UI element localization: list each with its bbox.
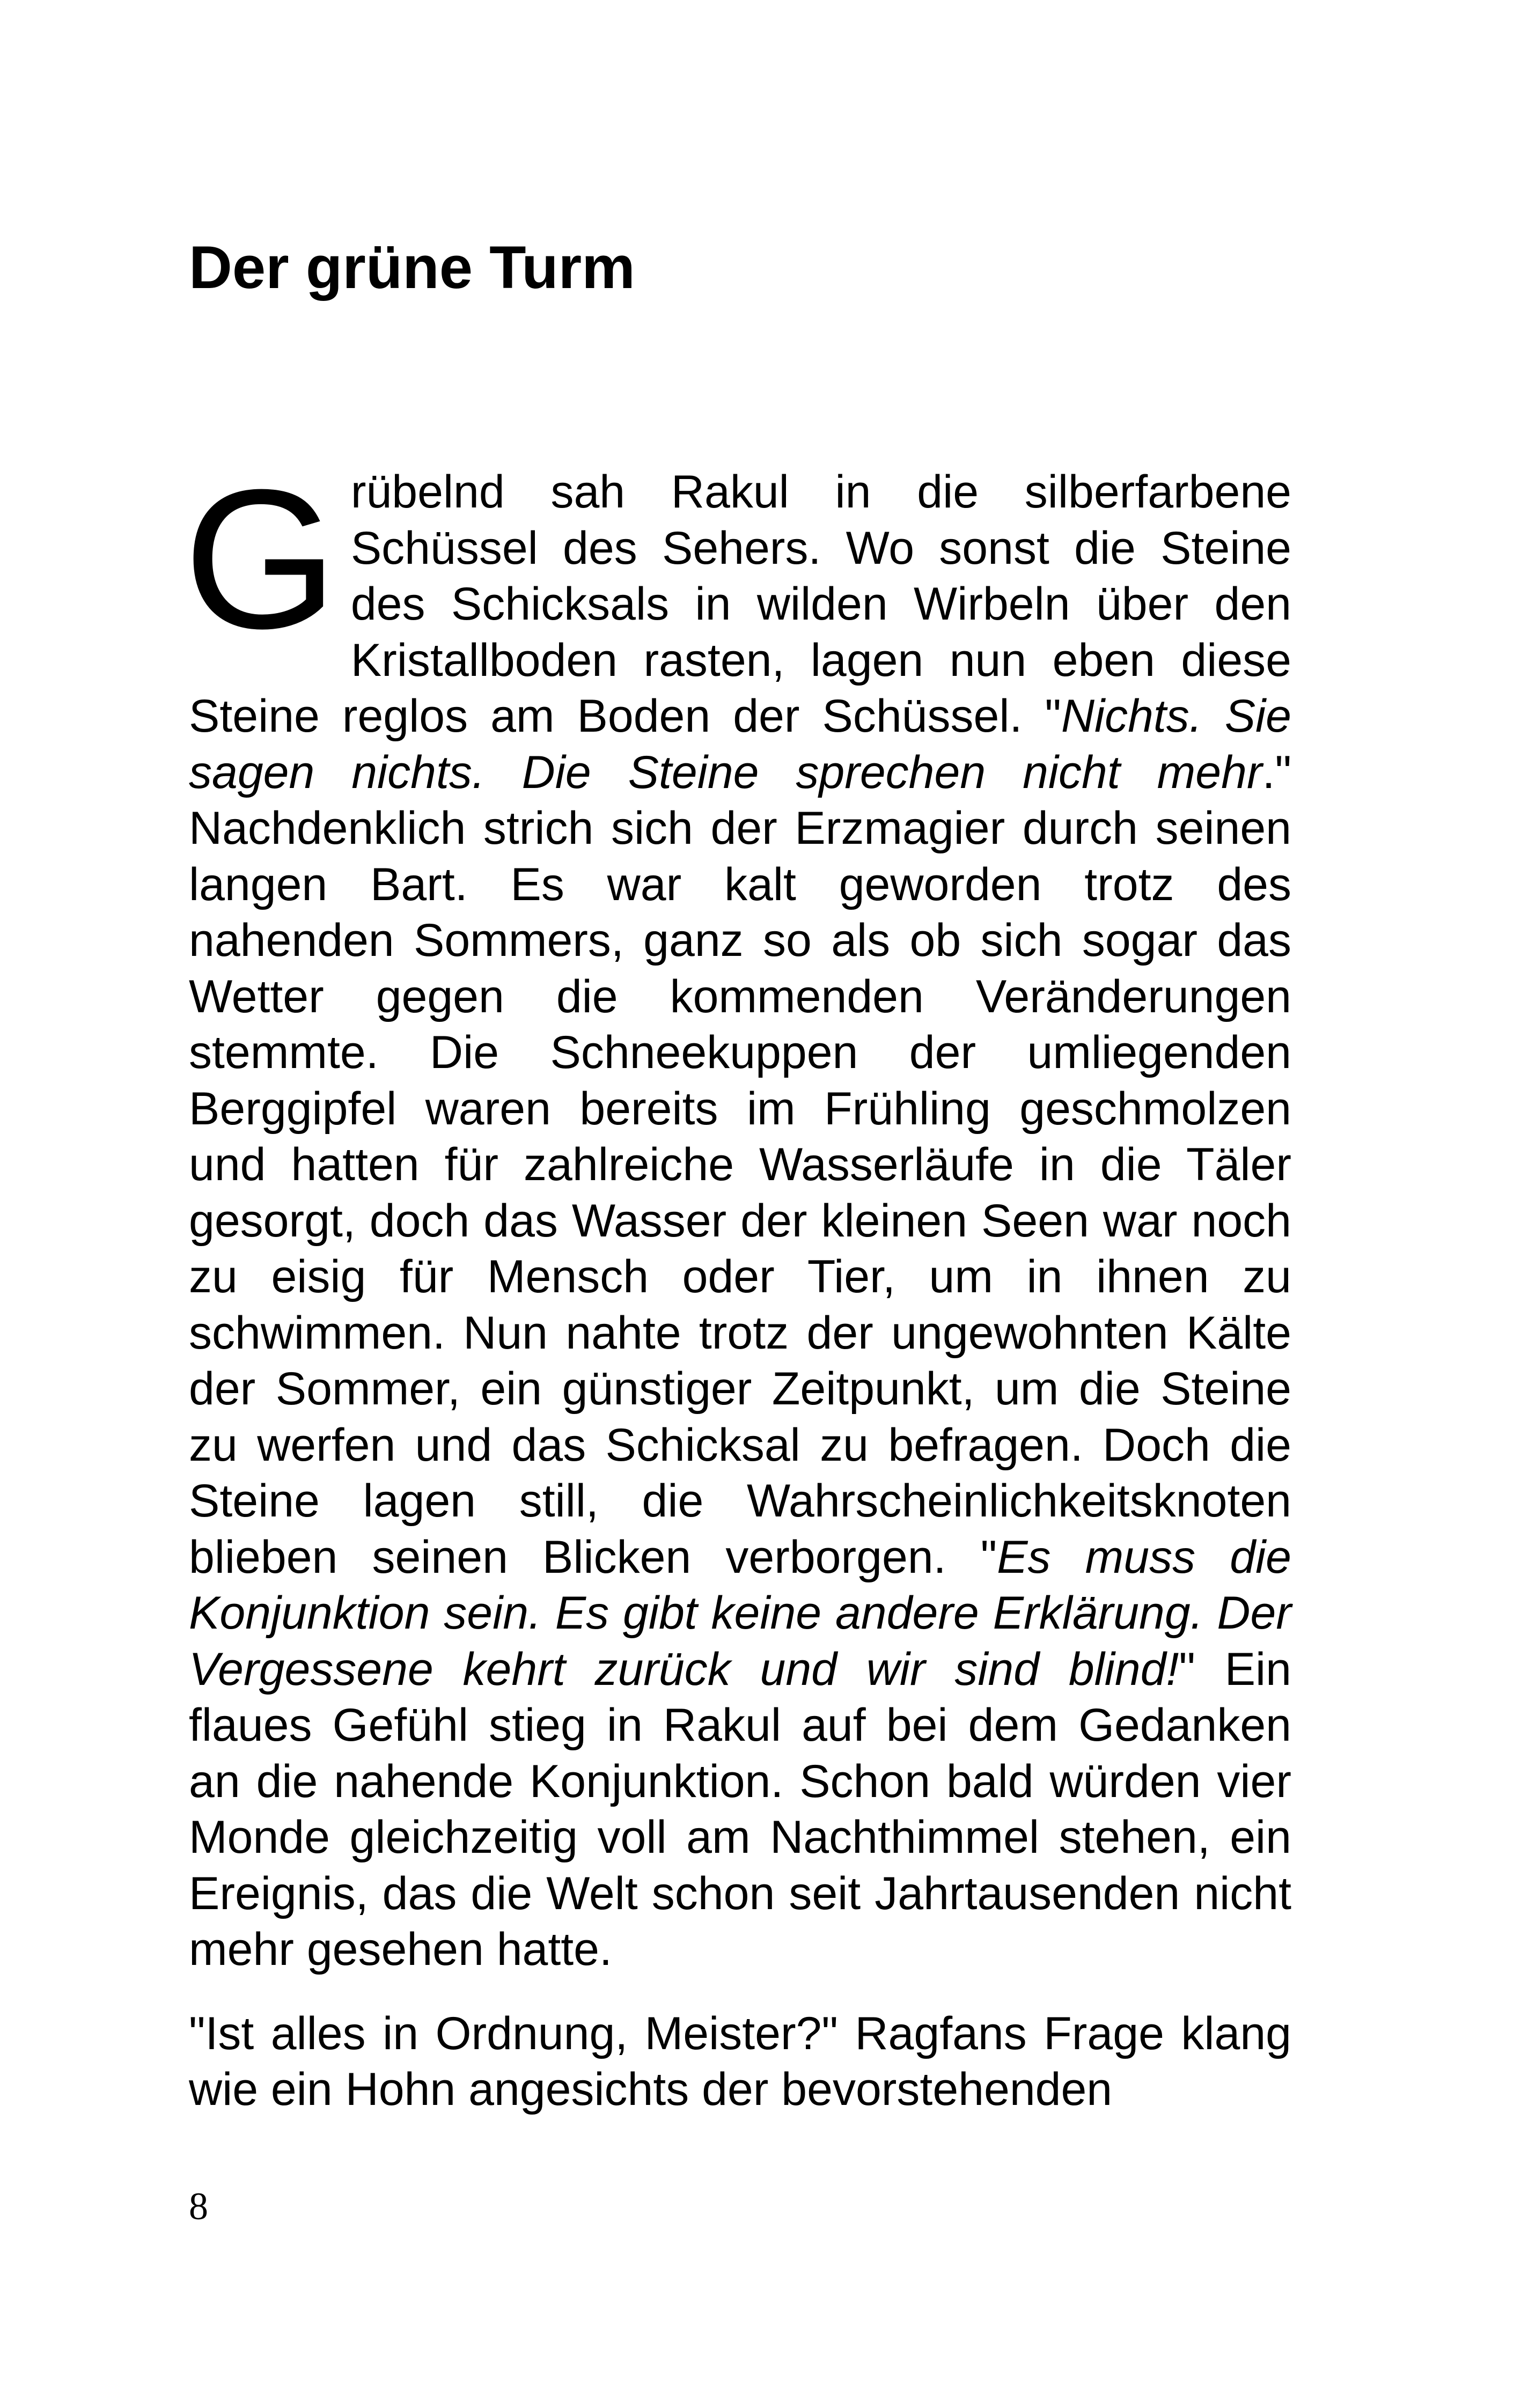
paragraph-1-text-a: rübelnd sah Rakul in die silberfarbene Schüssel des Sehers. Wo sonst die Steine des Schicksals in wilden Wirbeln über den Kristallboden rasten, lagen nun eben diese Steine reglos am Boden der Schüssel. " [189, 466, 1291, 742]
paragraph-1-text-b: ." Nachdenklich strich sich der Erzmagier durch seinen langen Bart. Es war kalt geworden trotz des nahenden Sommers, ganz so als ob sich sogar das Wetter gegen die kommenden Veränderungen stemmte. Die Schneekuppen der umliegenden Berggipfel waren bereits im Frühling geschmolzen und hatten für zahlreiche Wasserläufe in die Täler gesorgt, doch das Wasser der kleinen Seen war noch zu eisig für Mensch oder Tier, um in ihnen zu schwimmen. Nun nahte trotz der ungewohnten Kälte der Sommer, ein günstiger Zeitpunkt, um die Steine zu werfen und das Schicksal zu befragen. Doch die Steine lagen still, die Wahrscheinlichkeitsknoten blieben seinen Blicken verborgen. " [189, 746, 1291, 1583]
page-number: 8 [189, 2185, 208, 2228]
drop-cap: G [183, 448, 338, 670]
paragraph-2: "Ist alles in Ordnung, Meister?" Ragfans Frage klang wie ein Hohn angesichts der bevorstehenden [189, 2007, 1291, 2115]
paragraph-1-italic-a: Nichts. Sie sagen nichts. Die Steine sprechen nicht mehr [189, 690, 1291, 798]
paragraph-1-italic-b: Es muss die Konjunktion sein. Es gibt keine andere Erklärung. Der Vergessene kehrt zurück und wir sind blind! [189, 1531, 1292, 1695]
paragraph-1-text-c: " Ein flaues Gefühl stieg in Rakul auf bei dem Gedanken an die nahende Konjunktion. Schon bald würden vier Monde gleichzeitig voll am Nachthimmel stehen, ein Ereignis, das die Welt schon seit Jahrtausenden nicht mehr gesehen hatte. [189, 1643, 1291, 1975]
paragraph-1 [183, 448, 1292, 1978]
body-text [183, 448, 1292, 2118]
chapter-title: Der grüne Turm [189, 234, 635, 301]
